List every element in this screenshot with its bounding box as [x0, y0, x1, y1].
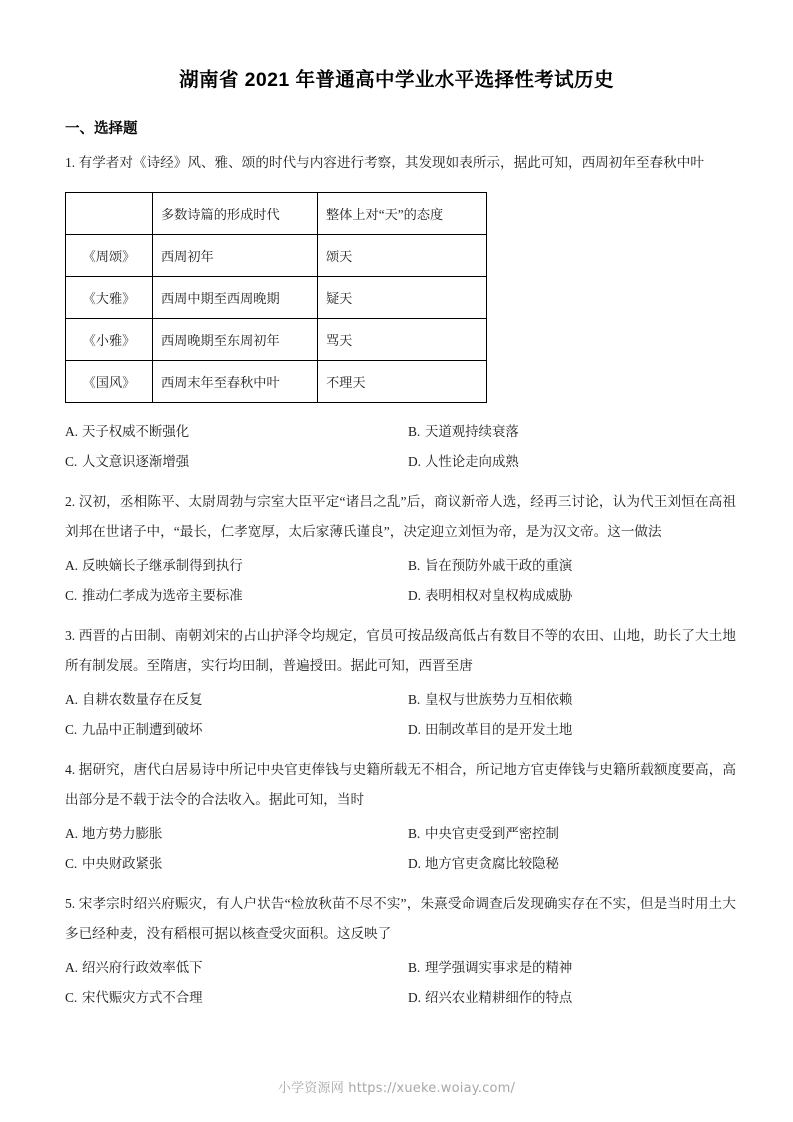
table-cell-attitude: 颂天 — [318, 235, 487, 277]
option-label: A. — [65, 826, 79, 841]
table-cell-era: 西周晚期至东周初年 — [153, 319, 318, 361]
option-text: 皇权与世族势力互相依赖 — [425, 692, 573, 707]
option-d[interactable] — [405, 581, 736, 611]
option-b[interactable] — [405, 819, 736, 849]
option-d[interactable] — [405, 849, 736, 879]
option-text: 九品中正制遭到破坏 — [82, 722, 203, 737]
question-4 — [55, 745, 738, 879]
question-text: 有学者对《诗经》风、雅、颂的时代与内容进行考察，其发现如表所示，据此可知，西周初年至春秋中叶 — [78, 155, 704, 170]
question-stem — [65, 138, 736, 178]
option-text: 地方官吏贪腐比较隐秘 — [425, 856, 559, 871]
question-stem — [65, 745, 736, 815]
question-1 — [55, 138, 738, 178]
table-cell-era: 西周末年至春秋中叶 — [153, 361, 318, 403]
option-a[interactable] — [65, 417, 405, 447]
option-label: B. — [408, 424, 421, 439]
option-text: 表明相权对皇权构成威胁 — [425, 588, 573, 603]
option-label: A. — [65, 692, 79, 707]
option-text: 理学强调实事求是的精神 — [425, 960, 573, 975]
option-b[interactable] — [405, 551, 736, 581]
table-row — [66, 235, 487, 277]
table-cell-attitude: 骂天 — [318, 319, 487, 361]
option-label: A. — [65, 424, 79, 439]
question-text: 汉初，丞相陈平、太尉周勃与宗室大臣平定“诸吕之乱”后，商议新帝人选，经再三讨论，认为代王刘恒在高祖刘邦在世诸子中，“最长，仁孝宽厚，太后家薄氏谨良”，决定迎立刘恒为帝，是为汉文帝。这一做法 — [65, 494, 736, 539]
page-title: 湖南省 2021 年普通高中学业水平选择性考试历史 — [179, 69, 614, 91]
question-text: 宋孝宗时绍兴府赈灾，有人户状告“检放秋苗不尽不实”，朱熹受命调查后发现确实存在不实，但是当时用土大多已经种麦，没有稻根可据以核查受灾面积。这反映了 — [65, 896, 736, 941]
question-1-options — [55, 403, 738, 477]
question-stem — [65, 477, 736, 547]
option-c[interactable] — [65, 715, 405, 745]
question-text: 据研究，唐代白居易诗中所记中央官吏俸钱与史籍所载无不相合，所记地方官吏俸钱与史籍所载额度要高，高出部分是不载于法令的合法收入。据此可知，当时 — [65, 762, 737, 807]
option-b[interactable] — [405, 685, 736, 715]
option-text: 中央财政紧张 — [82, 856, 163, 871]
table-cell-attitude: 不理天 — [318, 361, 487, 403]
question-number: 5. — [65, 896, 76, 911]
option-text: 反映嫡长子继承制得到执行 — [82, 558, 243, 573]
table-row — [66, 319, 487, 361]
option-label: B. — [408, 692, 421, 707]
question-number: 2. — [65, 494, 76, 509]
table-cell-name: 《大雅》 — [66, 277, 153, 319]
option-text: 宋代赈灾方式不合理 — [82, 990, 203, 1005]
option-b[interactable] — [405, 417, 736, 447]
option-text: 田制改革目的是开发土地 — [425, 722, 573, 737]
table-header-attitude: 整体上对“天”的态度 — [318, 193, 487, 235]
option-d[interactable] — [405, 983, 736, 1013]
option-label: B. — [408, 558, 421, 573]
option-text: 天道观持续衰落 — [425, 424, 519, 439]
option-a[interactable] — [65, 551, 405, 581]
option-label: B. — [408, 960, 421, 975]
table-row — [66, 361, 487, 403]
option-text: 天子权威不断强化 — [82, 424, 190, 439]
table-row — [66, 277, 487, 319]
shijing-table-wrap — [55, 178, 738, 403]
question-2 — [55, 477, 738, 611]
option-label: D. — [408, 856, 422, 871]
question-3 — [55, 611, 738, 745]
option-text: 旨在预防外戚干政的重演 — [425, 558, 573, 573]
table-cell-name: 《小雅》 — [66, 319, 153, 361]
watermark: 小学资源网 https://xueke.woiay.com/ — [277, 1081, 516, 1096]
table-cell-era: 西周初年 — [153, 235, 318, 277]
option-label: D. — [408, 588, 422, 603]
option-text: 推动仁孝成为选帝主要标准 — [82, 588, 243, 603]
question-stem — [65, 611, 736, 681]
shijing-table — [65, 192, 487, 403]
table-cell-attitude: 疑天 — [318, 277, 487, 319]
table-cell-name: 《国风》 — [66, 361, 153, 403]
option-a[interactable] — [65, 953, 405, 983]
option-label: A. — [65, 960, 79, 975]
question-stem — [65, 879, 736, 949]
option-b[interactable] — [405, 953, 736, 983]
option-text: 中央官吏受到严密控制 — [425, 826, 559, 841]
table-cell-era: 西周中期至西周晚期 — [153, 277, 318, 319]
table-header-era: 多数诗篇的形成时代 — [153, 193, 318, 235]
option-text: 地方势力膨胀 — [82, 826, 163, 841]
option-c[interactable] — [65, 581, 405, 611]
option-label: C. — [65, 588, 78, 603]
question-5 — [55, 879, 738, 1013]
option-label: C. — [65, 990, 78, 1005]
option-c[interactable] — [65, 447, 405, 477]
option-a[interactable] — [65, 819, 405, 849]
option-label: C. — [65, 454, 78, 469]
option-text: 绍兴农业精耕细作的特点 — [425, 990, 573, 1005]
option-label: A. — [65, 558, 79, 573]
question-number: 1. — [65, 155, 76, 170]
option-label: C. — [65, 856, 78, 871]
option-c[interactable] — [65, 983, 405, 1013]
option-text: 绍兴府行政效率低下 — [82, 960, 203, 975]
table-header-row — [66, 193, 487, 235]
option-label: C. — [65, 722, 78, 737]
option-label: D. — [408, 990, 422, 1005]
option-d[interactable] — [405, 715, 736, 745]
table-cell-name: 《周颂》 — [66, 235, 153, 277]
section-heading: 一、选择题 — [65, 121, 138, 137]
option-text: 人性论走向成熟 — [425, 454, 519, 469]
option-text: 自耕农数量存在反复 — [82, 692, 203, 707]
option-a[interactable] — [65, 685, 405, 715]
option-label: D. — [408, 454, 422, 469]
option-text: 人文意识逐渐增强 — [82, 454, 190, 469]
option-c[interactable] — [65, 849, 405, 879]
question-text: 西晋的占田制、南朝刘宋的占山护泽令均规定，官员可按品级高低占有数目不等的农田、山地，助长了大土地所有制发展。至隋唐，实行均田制，普遍授田。据此可知，西晋至唐 — [65, 628, 737, 673]
option-d[interactable] — [405, 447, 736, 477]
option-label: B. — [408, 826, 421, 841]
table-corner-cell — [66, 193, 153, 235]
option-label: D. — [408, 722, 422, 737]
question-number: 4. — [65, 762, 76, 777]
question-number: 3. — [65, 628, 76, 643]
